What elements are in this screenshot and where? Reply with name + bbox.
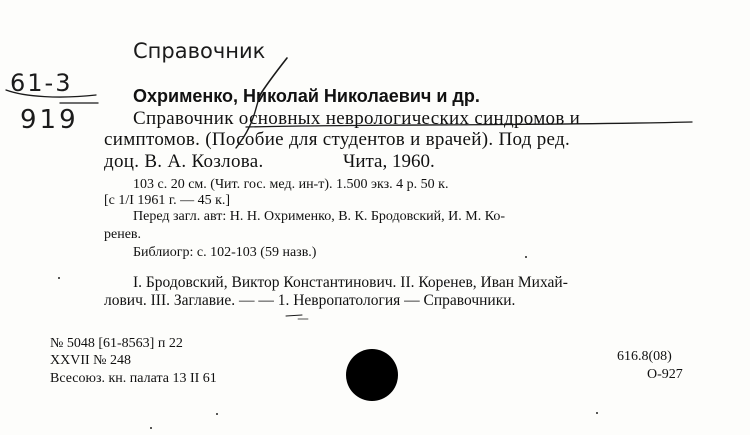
bibliography-note: Библиогр: с. 102-103 (59 назв.) xyxy=(133,245,317,260)
handwritten-shelfmark-top: 61-3 xyxy=(10,69,73,97)
collation-line-1: 103 с. 20 см. (Чит. гос. мед. ин-т). 1.500 экз. 4 р. 50 к. xyxy=(133,177,449,192)
imprint: Чита, 1960. xyxy=(343,151,435,172)
chamber-stamp: Всесоюз. кн. палата 13 II 61 xyxy=(50,371,217,386)
authors-note-line-2: ренев. xyxy=(104,227,142,242)
cutter-number: О-927 xyxy=(647,367,683,382)
author-heading: Охрименко, Николай Николаевич и др. xyxy=(133,86,480,106)
handwritten-shelfmark-bottom: 919 xyxy=(20,105,79,135)
title-line-1: Справочник основных неврологических синдромов и xyxy=(133,108,581,129)
collation-line-2: [с 1/I 1961 г. — 45 к.] xyxy=(104,193,231,208)
title-line-2: симптомов. (Пособие для студентов и врачей). Под ред. xyxy=(104,129,571,150)
ink-speck xyxy=(525,256,527,258)
tracings-line-1: I. Бродовский, Виктор Константинович. II. Коренев, Иван Михай- xyxy=(133,274,568,291)
pencil-dash xyxy=(286,315,302,316)
authors-note-line-1: Перед загл. авт: Н. Н. Охрименко, В. К. Бродовский, И. М. Ко- xyxy=(133,209,506,224)
title-line-3: доц. В. А. Козлова. xyxy=(104,151,264,172)
tracings-line-2: лович. III. Заглавие. — — 1. Невропатология — Справочники. xyxy=(104,292,516,309)
registration-number: № 5048 [61-8563] п 22 xyxy=(50,336,183,351)
ink-speck xyxy=(596,412,598,414)
ink-speck xyxy=(150,427,152,429)
udc-class: 616.8(08) xyxy=(617,349,672,364)
series-number: XXVII № 248 xyxy=(50,353,132,368)
ink-speck xyxy=(216,413,218,415)
handwritten-heading: Справочник xyxy=(133,39,266,63)
ink-speck xyxy=(58,277,60,279)
card-punch-hole xyxy=(346,349,398,401)
